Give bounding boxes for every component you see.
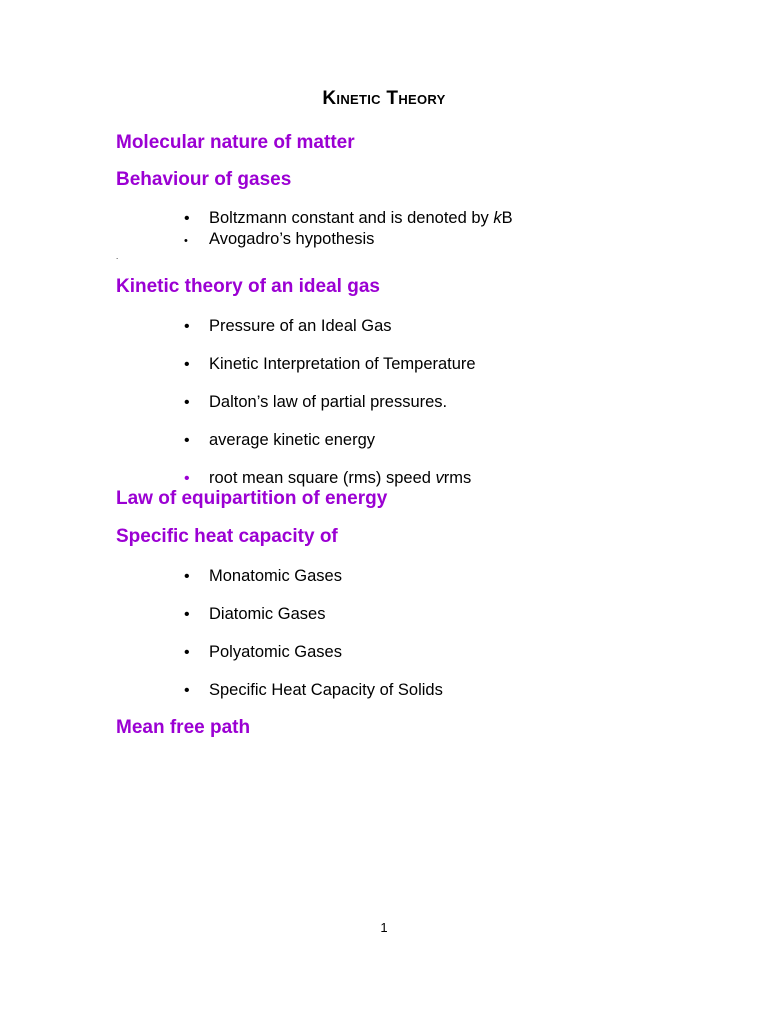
- page-number: 1: [380, 920, 388, 935]
- heading-mean-free-path: Mean free path: [116, 717, 251, 738]
- bullet-icon: •: [184, 568, 190, 585]
- dalton-text: Dalton’s law of partial pressures.: [209, 393, 448, 411]
- pressure-text: Pressure of an Ideal Gas: [209, 317, 392, 335]
- bullet-icon: •: [184, 394, 190, 411]
- heading-molecular-nature: Molecular nature of matter: [116, 132, 355, 153]
- rms-v: v: [435, 469, 444, 487]
- bullet-icon: •: [184, 682, 190, 699]
- heading-specific-heat: Specific heat capacity of: [116, 526, 338, 547]
- list-item-diatomic: [184, 605, 325, 624]
- list-item-rms: [184, 469, 471, 488]
- boltzmann-text: Boltzmann constant and is denoted by: [209, 209, 494, 227]
- list-item-avogadro: [184, 230, 374, 249]
- list-item-boltzmann: [184, 209, 513, 228]
- boltzmann-b: B: [501, 209, 513, 227]
- monatomic-text: Monatomic Gases: [209, 567, 342, 585]
- temperature-text: Kinetic Interpretation of Temperature: [209, 355, 476, 373]
- stray-mark: .: [116, 252, 119, 261]
- boltzmann-k: k: [493, 209, 502, 227]
- average-ke-text: average kinetic energy: [209, 431, 376, 449]
- rms-suffix: rms: [443, 469, 472, 487]
- heading-kinetic-theory: Kinetic theory of an ideal gas: [116, 276, 380, 297]
- polyatomic-text: Polyatomic Gases: [209, 643, 342, 661]
- bullet-icon: •: [184, 432, 190, 449]
- heading-equipartition: Law of equipartition of energy: [116, 488, 388, 509]
- bullet-icon: •: [184, 470, 190, 487]
- list-item-temperature: [184, 355, 476, 374]
- diatomic-text: Diatomic Gases: [209, 605, 326, 623]
- bullet-icon: •: [184, 210, 190, 227]
- heading-behaviour-of-gases: Behaviour of gases: [116, 169, 292, 190]
- bullet-icon: •: [184, 644, 190, 661]
- bullet-icon: •: [184, 606, 190, 623]
- bullet-icon: •: [184, 235, 188, 247]
- list-item-solids: [184, 681, 443, 700]
- bullet-icon: •: [184, 356, 190, 373]
- avogadro-text: Avogadro’s hypothesis: [209, 230, 375, 248]
- bullet-icon: •: [184, 318, 190, 335]
- solids-text: Specific Heat Capacity of Solids: [209, 681, 443, 699]
- page-title: Kinetic Theory: [322, 88, 446, 109]
- list-item-dalton: [184, 393, 447, 412]
- list-item-pressure: [184, 317, 392, 336]
- rms-text: root mean square (rms) speed: [209, 469, 436, 487]
- list-item-monatomic: [184, 567, 342, 586]
- list-item-polyatomic: [184, 643, 342, 662]
- list-item-average-ke: [184, 431, 375, 450]
